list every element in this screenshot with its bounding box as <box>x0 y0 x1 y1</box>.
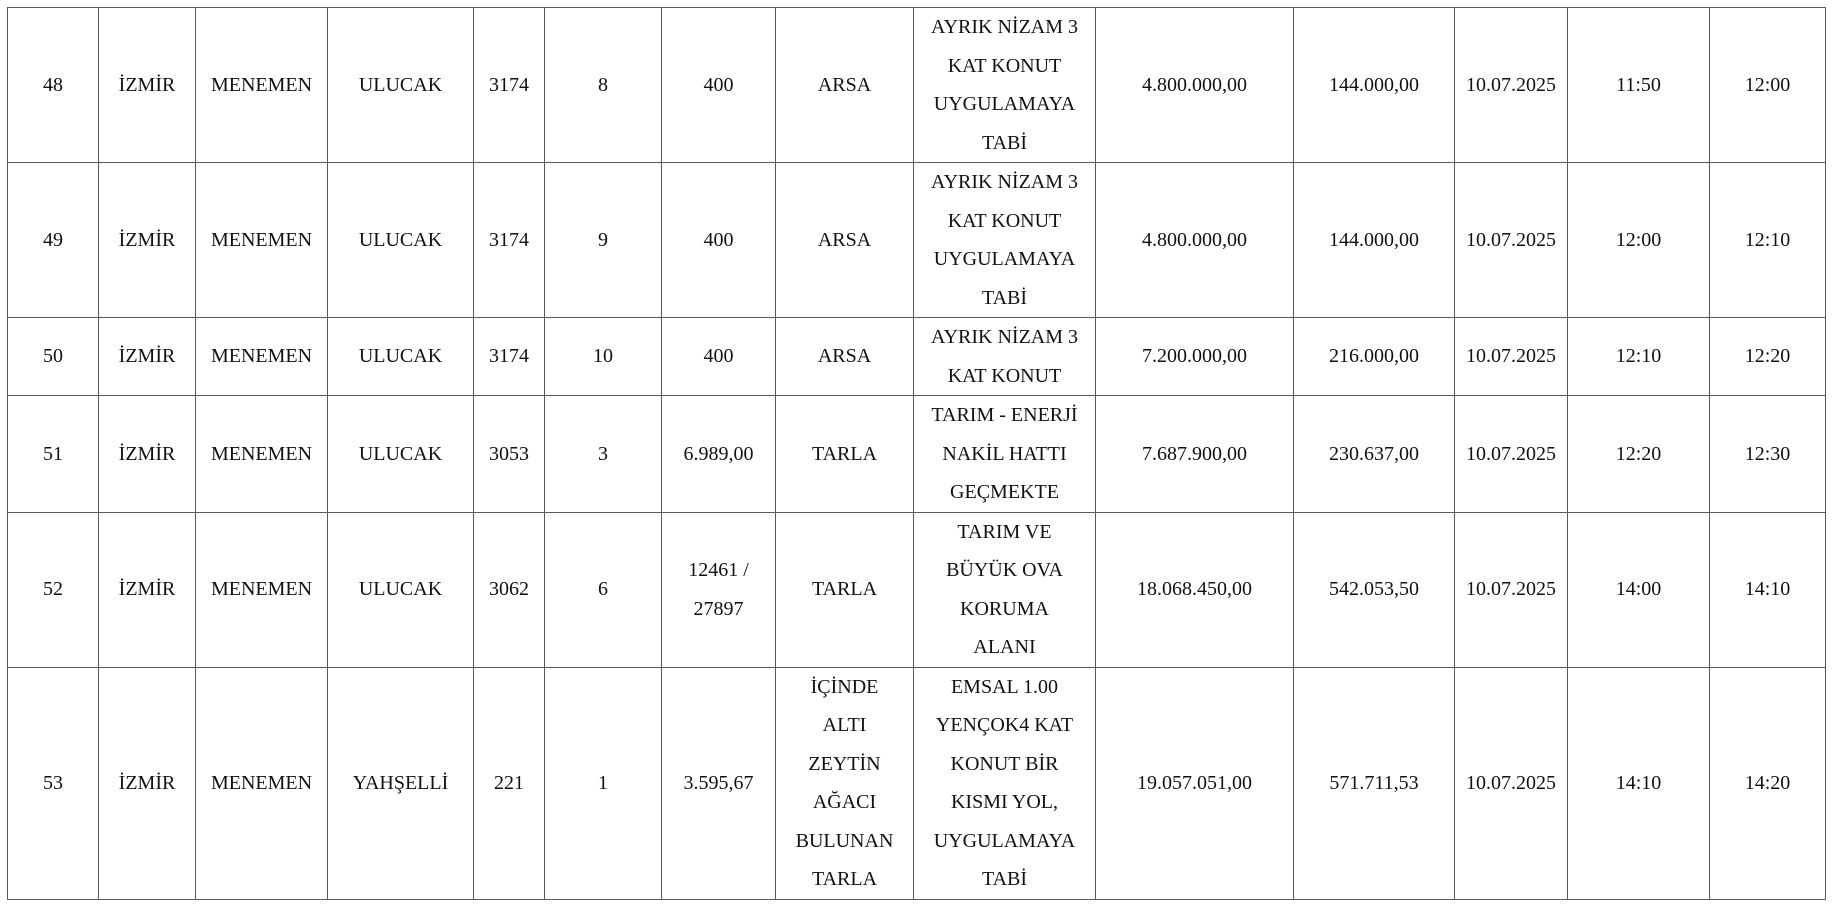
cell-sira-no: 51 <box>8 396 99 513</box>
cell-imar-durumu <box>914 8 1096 163</box>
cell-teminat: 216.000,00 <box>1294 318 1455 396</box>
cell-imar-durumu <box>914 318 1096 396</box>
cell-teminat: 230.637,00 <box>1294 396 1455 513</box>
cell-baslangic-saati: 12:20 <box>1568 396 1710 513</box>
cell-teminat: 542.053,50 <box>1294 512 1455 667</box>
cell-parsel: 10 <box>545 318 662 396</box>
cell-teminat: 571.711,53 <box>1294 667 1455 899</box>
cell-imar-durumu-line: EMSAL 1.00 <box>950 675 1059 698</box>
cell-imar-durumu <box>914 396 1096 513</box>
cell-bitis-saati: 12:30 <box>1710 396 1826 513</box>
cell-ada: 3062 <box>474 512 545 667</box>
cell-imar-durumu <box>914 667 1096 899</box>
cell-mahalle: ULUCAK <box>328 396 474 513</box>
cell-ihale-tarihi: 10.07.2025 <box>1455 163 1568 318</box>
cell-parsel: 3 <box>545 396 662 513</box>
cell-alan-line: 400 <box>703 73 734 96</box>
cell-alan-line: 12461 / <box>688 559 749 581</box>
cell-baslangic-saati: 12:00 <box>1568 163 1710 318</box>
cell-imar-durumu-line: BÜYÜK OVA <box>946 559 1063 581</box>
cell-imar-durumu-line: AYRIK NİZAM 3 <box>930 326 1079 348</box>
cell-nitelik <box>776 318 914 396</box>
auction-table <box>7 7 1826 900</box>
cell-mahalle: ULUCAK <box>328 512 474 667</box>
cell-ihale-tarihi: 10.07.2025 <box>1455 667 1568 899</box>
cell-nitelik-line: ALTI <box>822 714 867 736</box>
cell-nitelik-line: TARLA <box>811 578 878 601</box>
cell-bitis-saati: 12:20 <box>1710 318 1826 396</box>
cell-il: İZMİR <box>99 512 196 667</box>
cell-baslangic-saati: 14:10 <box>1568 667 1710 899</box>
cell-ihale-tarihi: 10.07.2025 <box>1455 8 1568 163</box>
cell-mahalle: ULUCAK <box>328 163 474 318</box>
cell-imar-durumu-line: KISMI YOL, <box>950 791 1059 813</box>
cell-muhammen-bedel: 4.800.000,00 <box>1096 8 1294 163</box>
cell-muhammen-bedel: 19.057.051,00 <box>1096 667 1294 899</box>
cell-imar-durumu-line: TABİ <box>981 131 1028 154</box>
cell-ada: 3174 <box>474 318 545 396</box>
cell-imar-durumu-line: ALANI <box>973 636 1036 658</box>
cell-nitelik-line: AĞACI <box>812 791 877 813</box>
cell-alan-line: 400 <box>703 345 734 368</box>
cell-nitelik <box>776 396 914 513</box>
cell-nitelik <box>776 8 914 163</box>
cell-mahalle: ULUCAK <box>328 318 474 396</box>
cell-il: İZMİR <box>99 318 196 396</box>
cell-alan-line: 27897 <box>693 597 744 620</box>
cell-ilce: MENEMEN <box>196 512 328 667</box>
cell-mahalle: ULUCAK <box>328 8 474 163</box>
cell-sira-no: 49 <box>8 163 99 318</box>
cell-nitelik-line: ARSA <box>817 228 872 251</box>
cell-muhammen-bedel: 4.800.000,00 <box>1096 163 1294 318</box>
cell-baslangic-saati: 11:50 <box>1568 8 1710 163</box>
cell-imar-durumu-line: YENÇOK4 KAT <box>935 714 1074 736</box>
cell-imar-durumu-line: KAT KONUT <box>947 209 1062 232</box>
cell-nitelik-line: ARSA <box>817 73 872 96</box>
cell-muhammen-bedel: 7.687.900,00 <box>1096 396 1294 513</box>
cell-baslangic-saati: 12:10 <box>1568 318 1710 396</box>
cell-il: İZMİR <box>99 163 196 318</box>
cell-ihale-tarihi: 10.07.2025 <box>1455 512 1568 667</box>
cell-alan <box>662 396 776 513</box>
cell-ada: 3053 <box>474 396 545 513</box>
cell-nitelik-line: BULUNAN <box>795 829 894 852</box>
cell-imar-durumu-line: AYRIK NİZAM 3 <box>930 16 1079 38</box>
cell-sira-no: 52 <box>8 512 99 667</box>
cell-ilce: MENEMEN <box>196 396 328 513</box>
table-row <box>8 667 1826 899</box>
cell-imar-durumu <box>914 163 1096 318</box>
cell-bitis-saati: 12:10 <box>1710 163 1826 318</box>
table-row <box>8 318 1826 396</box>
cell-ilce: MENEMEN <box>196 8 328 163</box>
cell-bitis-saati: 14:10 <box>1710 512 1826 667</box>
cell-parsel: 6 <box>545 512 662 667</box>
cell-nitelik-line: TARLA <box>811 868 878 890</box>
table-row <box>8 163 1826 318</box>
cell-imar-durumu-line: KONUT BİR <box>950 752 1059 775</box>
cell-ihale-tarihi: 10.07.2025 <box>1455 396 1568 513</box>
cell-ilce: MENEMEN <box>196 318 328 396</box>
cell-parsel: 1 <box>545 667 662 899</box>
cell-alan-line: 400 <box>703 228 734 251</box>
table-row <box>8 8 1826 163</box>
cell-baslangic-saati: 14:00 <box>1568 512 1710 667</box>
cell-imar-durumu-line: KORUMA <box>960 597 1049 620</box>
cell-alan <box>662 512 776 667</box>
cell-nitelik <box>776 667 914 899</box>
cell-alan-line: 6.989,00 <box>683 442 754 465</box>
cell-imar-durumu-line: KAT KONUT <box>947 54 1062 77</box>
cell-parsel: 8 <box>545 8 662 163</box>
cell-alan-line: 3.595,67 <box>683 771 754 794</box>
cell-imar-durumu-line: TABİ <box>981 286 1028 309</box>
cell-alan <box>662 8 776 163</box>
cell-ilce: MENEMEN <box>196 667 328 899</box>
cell-nitelik-line: ZEYTİN <box>808 752 881 775</box>
cell-sira-no: 50 <box>8 318 99 396</box>
cell-sira-no: 53 <box>8 667 99 899</box>
cell-imar-durumu-line: TABİ <box>981 868 1028 890</box>
cell-imar-durumu-line: NAKİL HATTI <box>942 442 1067 465</box>
cell-il: İZMİR <box>99 396 196 513</box>
cell-nitelik <box>776 512 914 667</box>
cell-parsel: 9 <box>545 163 662 318</box>
cell-alan <box>662 667 776 899</box>
cell-imar-durumu-line: UYGULAMAYA <box>933 248 1076 270</box>
cell-sira-no: 48 <box>8 8 99 163</box>
cell-il: İZMİR <box>99 8 196 163</box>
cell-nitelik-line: ARSA <box>817 345 872 368</box>
cell-alan <box>662 318 776 396</box>
table-body <box>8 8 1826 900</box>
cell-nitelik <box>776 163 914 318</box>
cell-imar-durumu-line: GEÇMEKTE <box>950 481 1059 503</box>
cell-imar-durumu-line: UYGULAMAYA <box>933 93 1076 115</box>
cell-ihale-tarihi: 10.07.2025 <box>1455 318 1568 396</box>
cell-nitelik-line: İÇİNDE <box>810 675 879 698</box>
cell-teminat: 144.000,00 <box>1294 163 1455 318</box>
cell-imar-durumu-line: TARIM VE <box>957 520 1052 543</box>
cell-imar-durumu-line: UYGULAMAYA <box>933 829 1076 852</box>
cell-il: İZMİR <box>99 667 196 899</box>
cell-ada: 221 <box>474 667 545 899</box>
cell-imar-durumu-line: AYRIK NİZAM 3 <box>930 171 1079 193</box>
cell-ilce: MENEMEN <box>196 163 328 318</box>
cell-bitis-saati: 12:00 <box>1710 8 1826 163</box>
table-row <box>8 396 1826 513</box>
cell-imar-durumu <box>914 512 1096 667</box>
cell-imar-durumu-line: KAT KONUT <box>947 364 1062 387</box>
cell-bitis-saati: 14:20 <box>1710 667 1826 899</box>
cell-alan <box>662 163 776 318</box>
cell-ada: 3174 <box>474 8 545 163</box>
cell-mahalle: YAHŞELLİ <box>328 667 474 899</box>
table-row <box>8 512 1826 667</box>
cell-teminat: 144.000,00 <box>1294 8 1455 163</box>
cell-imar-durumu-line: TARIM - ENERJİ <box>931 404 1078 426</box>
cell-muhammen-bedel: 7.200.000,00 <box>1096 318 1294 396</box>
cell-muhammen-bedel: 18.068.450,00 <box>1096 512 1294 667</box>
cell-nitelik-line: TARLA <box>811 442 878 465</box>
cell-ada: 3174 <box>474 163 545 318</box>
